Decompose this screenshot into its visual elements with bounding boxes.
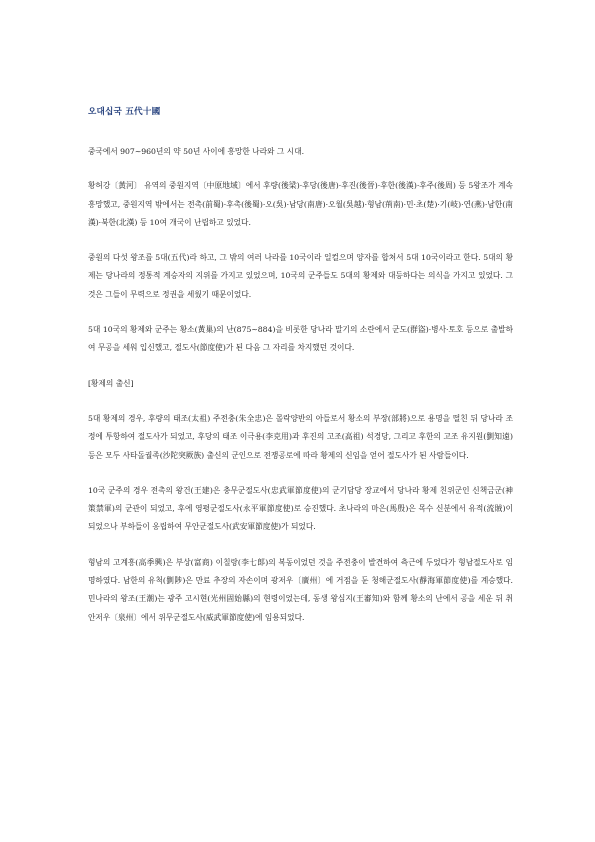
paragraph-other-rulers: 형남의 고계흥(高季興)은 부상(富商) 이칠랑(李七郞)의 복동이었던 것을 주전충이 발견하여 측근에 두었다가 형남절도사로 임명하였다. 남한의 유척(劉陟)은 만료 추장의 자손이며 광저우〔廣州〕에 거점을 둔 청해군절도사(靜海軍節度使)를 계승했다. 민나라의 왕조(王潮)는 광주 고시현(光州固始縣)의 현령이었는데, 동생 왕심지(王審知)와 함께 황소의 난에서 공을 세운 뒤 취안저우〔泉州〕에서 위무군절도사(威武軍節度使)에 임용되었다.	[88, 557, 513, 622]
document-title: 오대십국 五代十國	[88, 107, 161, 117]
section-heading: [황제의 출신]	[88, 378, 134, 388]
document-page	[88, 106, 513, 627]
paragraph-five-dynasties: 황허강〔黃河〕 유역의 중원지역〔中原地域〕에서 후량(後梁)·후당(後唐)·후진(後晉)·후한(後漢)·후주(後周) 등 5왕조가 계속 흥망했고, 중원지역 밖에서는 전촉(前蜀)·후촉(後蜀)·오(吳)·남당(南唐)·오월(吳越)·형남(荊南)·민·초(楚)·기(岐)·연(燕)·남한(南漢)·북한(北漢) 등 10여 개국이 난립하고 있었다.	[88, 181, 513, 227]
paragraph-naming: 중원의 다섯 왕조를 5대(五代)라 하고, 그 밖의 여러 나라를 10국이라 일컬으며 양자를 합쳐서 5대 10국이라고 한다. 5대의 황제는 당나라의 정통적 계승자의 지위를 가지고 있었으며, 10국의 군주들도 5대의 황제와 대등하다는 의식을 가지고 있었다. 그것은 그들이 무력으로 정권을 세웠기 때문이었다.	[88, 253, 513, 299]
paragraph-rulers: 10국 군주의 경우 전촉의 왕건(王建)은 충무군절도사(忠武軍節度使)의 군기담당 장교에서 당나라 황제 친위군인 신책금군(神策禁軍)의 군관이 되었고, 후에 영평군절도사(永平軍節度使)로 승진했다. 초나라의 마은(馬殷)은 목수 신분에서 유적(流賊)이 되었으나 부하들이 옹립하여 무안군절도사(武安軍節度使)가 되었다.	[88, 485, 513, 532]
paragraph-emperors: 5대 황제의 경우, 후량의 태조(太祖) 주전충(朱全忠)은 몰락양반의 아들로서 황소의 부장(部將)으로 용명을 떨친 뒤 당나라 조정에 투항하여 절도사가 되었고, 후당의 태조 이극용(李克用)과 후진의 고조(高祖) 석경당, 그리고 후한의 고조 유지원(劉知遠) 등은 모두 사타돌궐족(沙陀突厥族) 출신의 군인으로 전쟁공로에 따라 황제의 신임을 얻어 절도사가 된 사람들이다.	[88, 413, 513, 460]
intro-paragraph: 중국에서 907∼960년의 약 50년 사이에 흥망한 나라와 그 시대.	[88, 147, 305, 156]
paragraph-origins: 5대 10국의 황제와 군주는 황소(黃巢)의 난(875∼884)을 비롯한 당나라 말기의 소란에서 군도(群盜)·병사·토호 등으로 출발하여 무공을 세워 입신했고, 절도사(節度使)가 된 다음 그 자리를 차지했던 것이다.	[88, 325, 513, 353]
